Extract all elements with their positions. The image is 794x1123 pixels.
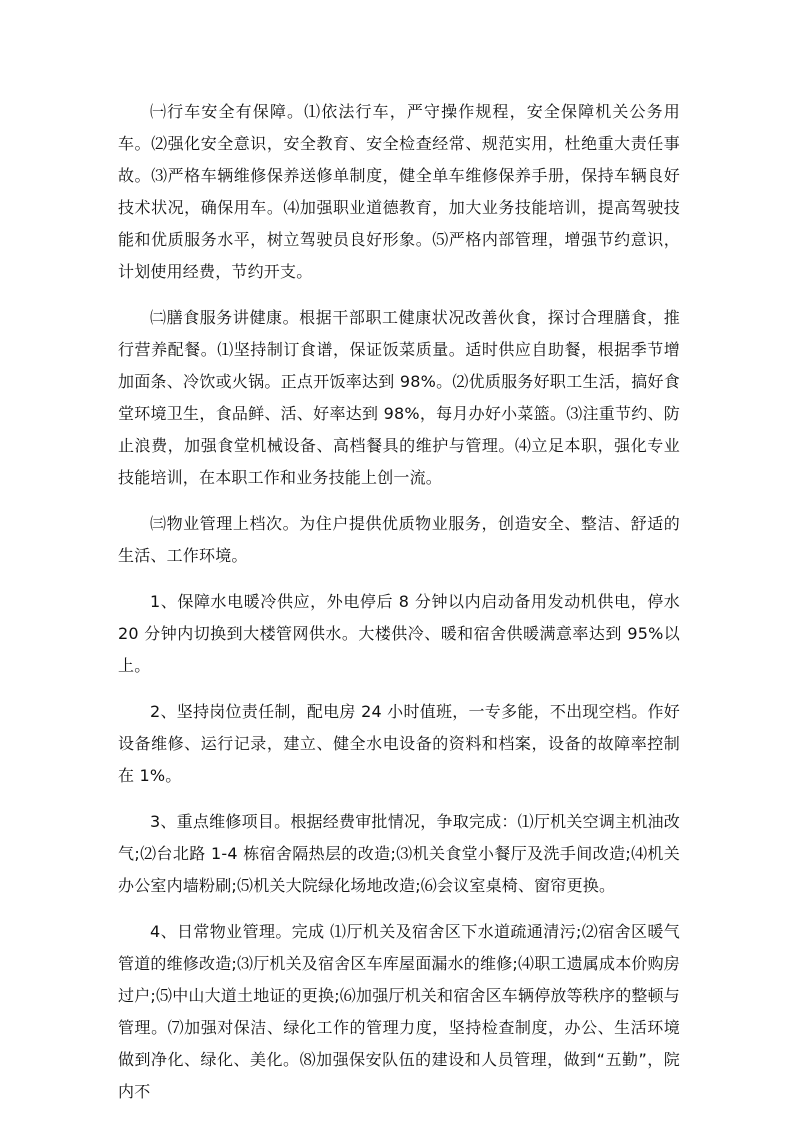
paragraph-daily-management: 4、日常物业管理。完成 ⑴厅机关及宿舍区下水道疏通清污;⑵宿舍区暖气管道的维修改造;⑶厅机关及宿舍区车库屋面漏水的维修;⑷职工遗属成本价购房过户;⑸中山大道土地证的更换;⑹加强厅机关和宿舍区车辆停放等秩序的整顿与管理。⑺加强对保洁、绿化工作的管理力度，坚持检查制度，办公、生活环境做到净化、绿化、美化。⑻加强保安队伍的建设和人员管理，做到“五勤”，院内不 [118, 922, 680, 1101]
paragraph-property-management: ㈢物业管理上档次。为住户提供优质物业服务，创造安全、整洁、舒适的生活、工作环境。 [118, 514, 680, 565]
paragraph-driving-safety: ㈠行车安全有保障。⑴依法行车，严守操作规程，安全保障机关公务用车。⑵强化安全意识，安全教育、安全检查经常、规范实用，杜绝重大责任事故。⑶严格车辆维修保养送修单制度，健全单车维修保养手册，保持车辆良好技术状况，确保用车。⑷加强职业道德教育，加大业务技能培训，提高驾驶技能和优质服务水平，树立驾驶员良好形象。⑸严格内部管理，增强节约意识，计划使用经费，节约开支。 [118, 102, 680, 281]
paragraph-key-repairs: 3、重点维修项目。根据经费审批情况，争取完成：⑴厅机关空调主机油改气;⑵台北路 1-4 栋宿舍隔热层的改造;⑶机关食堂小餐厅及洗手间改造;⑷机关办公室内墙粉刷;⑸机关大院绿化场地改造;⑹会议室桌椅、窗帘更换。 [118, 812, 680, 895]
paragraph-utility-supply: 1、保障水电暖冷供应，外电停后 8 分钟以内启动备用发动机供电，停水 20 分钟内切换到大楼管网供水。大楼供冷、暖和宿舍供暖满意率达到 95%以上。 [118, 592, 680, 675]
document-body [118, 96, 680, 1122]
paragraph-duty-system: 2、坚持岗位责任制，配电房 24 小时值班，一专多能，不出现空档。作好设备维修、运行记录，建立、健全水电设备的资料和档案，设备的故障率控制在 1%。 [118, 702, 680, 785]
paragraph-catering-service: ㈡膳食服务讲健康。根据干部职工健康状况改善伙食，探讨合理膳食，推行营养配餐。⑴坚持制订食谱，保证饭菜质量。适时供应自助餐，根据季节增加面条、冷饮或火锅。正点开饭率达到 98%。⑵优质服务好职工生活，搞好食堂环境卫生，食品鲜、活、好率达到 98%，每月办好小菜篮。⑶注重节约、防止浪费，加强食堂机械设备、高档餐具的维护与管理。⑷立足本职，强化专业技能培训，在本职工作和业务技能上创一流。 [118, 308, 680, 487]
